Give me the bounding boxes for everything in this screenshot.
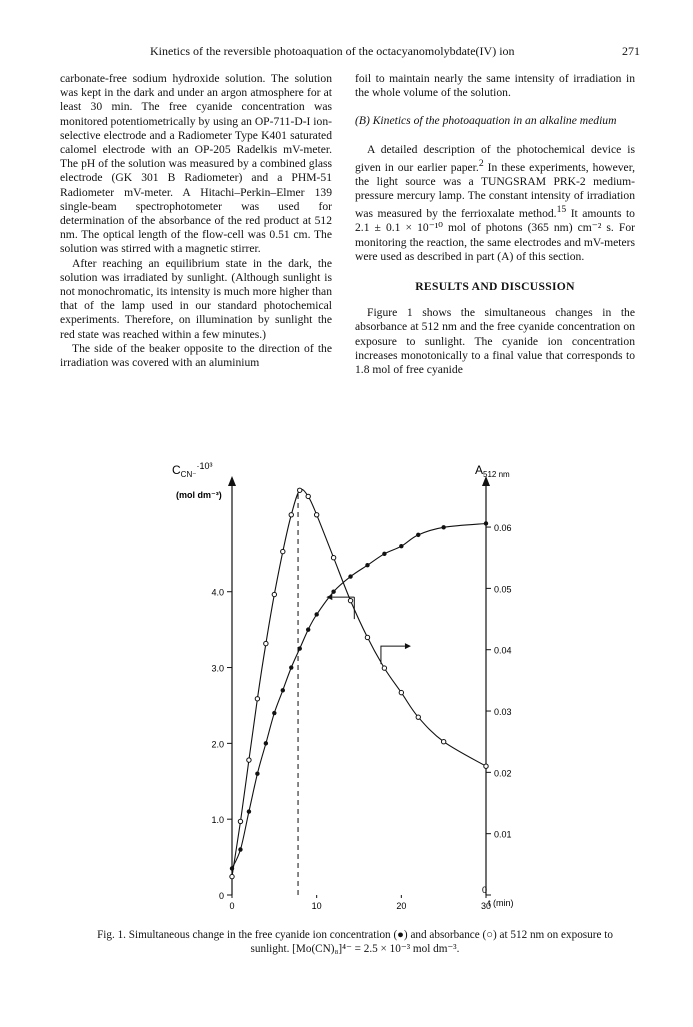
running-head-title: Kinetics of the reversible photoaquation of the octacyanomolybdate(IV) ion xyxy=(150,44,515,58)
absorbance-data-point xyxy=(289,513,293,517)
cyanide-data-point xyxy=(365,563,369,567)
absorbance-data-point xyxy=(365,635,369,639)
cyanide-data-point xyxy=(272,711,276,715)
citation-ref-15: 15 xyxy=(556,204,567,216)
right-paragraph-1: foil to maintain nearly the same intensity of irradiation in the whole volume of the solution. xyxy=(355,72,635,100)
absorbance-data-point xyxy=(441,739,445,743)
left-axis-label: $C_{CN^-}^{\cdot 10^3}$ xyxy=(172,461,213,479)
cyanide-data-point xyxy=(331,590,335,594)
absorbance-data-point xyxy=(306,494,310,498)
absorbance-data-point xyxy=(382,666,386,670)
left-y-tick-label: 2.0 xyxy=(211,739,224,750)
curves xyxy=(232,489,486,876)
cyanide-data-point xyxy=(416,533,420,537)
cyanide-data-point xyxy=(264,741,268,745)
right-y-tick-label: 0.05 xyxy=(494,584,512,595)
cyanide-data-point xyxy=(281,688,285,692)
citation-ref-2: 2 xyxy=(478,157,484,169)
page-number: 271 xyxy=(622,44,640,58)
cyanide-data-point xyxy=(247,809,251,813)
absorbance-data-point xyxy=(298,488,302,492)
right-y-tick-label: 0.01 xyxy=(494,829,512,840)
right-column xyxy=(355,72,635,377)
absorbance-data-point xyxy=(348,598,352,602)
cyanide-data-point xyxy=(255,771,259,775)
absorbance-data-point xyxy=(331,556,335,560)
cyanide-data-point xyxy=(306,627,310,631)
left-axis-arrowhead xyxy=(228,476,236,486)
data-points xyxy=(230,488,488,879)
cyanide-data-point xyxy=(289,665,293,669)
x-tick-label: 20 xyxy=(396,901,407,911)
left-column xyxy=(60,72,332,370)
right-axis-pointer-arrowhead xyxy=(405,643,411,649)
cyanide-data-point xyxy=(382,552,386,556)
right-paragraph-3: Figure 1 shows the simultaneous changes in the absorbance at 512 nm and the free cyanide concentration on exposure to sunlight. The cyanide ion concentration increases monotonically to a final value that corresponds to 1.8 mol of free cyanide xyxy=(355,306,635,376)
absorbance-data-point xyxy=(314,513,318,517)
cyanide-data-point xyxy=(348,574,352,578)
left-paragraph-2: After reaching an equilibrium state in the dark, the solution was irradiated by sunlight. (Although sunlight is not monochromatic, its intensity is much more higher than that of the lamp used in our standard photochemical experiments. Therefore, on illumination by sunlight the red state was reached within a few minutes.) xyxy=(60,256,332,341)
x-tick-label: 10 xyxy=(311,901,322,911)
absorbance-curve xyxy=(232,489,486,876)
x-axis-unit: t (min) xyxy=(488,898,514,908)
absorbance-data-point xyxy=(399,690,403,694)
absorbance-data-point xyxy=(264,641,268,645)
right-y-tick-label: 0 xyxy=(482,885,488,895)
right-y-tick-label: 0.04 xyxy=(494,645,512,656)
cyanide-data-point xyxy=(238,847,242,851)
absorbance-data-point xyxy=(230,874,234,878)
right-axis-pointer-arrow xyxy=(381,646,405,664)
right-y-tick-label: 0.03 xyxy=(494,707,512,718)
right-p2-pre: A detailed description of the photochemical device is given in our earlier paper. xyxy=(355,142,635,174)
left-paragraph-1: carbonate-free sodium hydroxide solution. The solution was kept in the dark and under an argon atmosphere for at least 30 min. The free cyanide concentration was monitored potentiometrically by using an OP-711-D-I ion-selective electrode and a Radiometer Type K401 saturated calomel electrode with an OP-205 Radelkis mV-meter. The pH of the solution was measured by a combined glass electrode (GK 301 B Radiometer) and a PHM-51 Radiometer mV-meter. A Hitachi–Perkin–Elmer 139 single-beam spectrophotometer was used for determination of the absorbance of the red product at 512 nm. The optical length of the flow-cell was 0.51 cm. The solution was stirred with a magnetic stirrer. xyxy=(60,72,332,256)
left-y-tick-label: 3.0 xyxy=(211,663,224,674)
left-y-tick-label: 1.0 xyxy=(211,815,224,826)
left-paragraph-3: The side of the beaker opposite to the direction of the irradiation was covered with an aluminium xyxy=(60,341,332,370)
right-p2-mid: In these experiments, however, the light source was a TUNGSRAM PRK-2 medium-pressure mercury lamp. The constant intensity of irradiation was measured by the ferrioxalate method. xyxy=(355,160,635,221)
running-head xyxy=(60,44,640,60)
right-y-tick-label: 0.06 xyxy=(494,523,512,534)
left-y-tick-label: 0 xyxy=(218,891,224,901)
absorbance-data-point xyxy=(238,819,242,823)
right-paragraph-2 xyxy=(355,143,635,264)
cyanide-data-point xyxy=(484,521,488,525)
cyanide-data-point xyxy=(230,866,234,870)
cyanide-data-point xyxy=(314,612,318,616)
left-y-tick-label: 4.0 xyxy=(211,587,224,598)
right-y-tick-label: 0.02 xyxy=(494,768,512,779)
cyanide-data-point xyxy=(298,646,302,650)
absorbance-data-point xyxy=(272,592,276,596)
results-heading: RESULTS AND DISCUSSION xyxy=(415,279,575,293)
x-tick-label: 0 xyxy=(229,901,235,911)
axes xyxy=(211,476,511,911)
figure-1-chart xyxy=(150,458,570,928)
right-axis-label: $A_{512 nm}$ xyxy=(475,463,510,479)
absorbance-data-point xyxy=(484,764,488,768)
left-axis-unit: (mol dm⁻³) xyxy=(176,490,222,500)
right-p2-post: It amounts to 2.1 ± 0.1 × 10⁻¹⁰ mol of photons (365 nm) cm⁻² s. For monitoring the reaction, the same electrodes and mV-meters were used as described in part (A) of this section. xyxy=(355,207,635,263)
section-heading-b: (B) Kinetics of the photoaquation in an alkaline medium xyxy=(355,114,617,128)
axis-labels xyxy=(172,461,514,908)
x-tick-label: 30 xyxy=(480,901,492,911)
absorbance-data-point xyxy=(416,715,420,719)
figure-1 xyxy=(150,458,570,928)
cyanide-data-point xyxy=(399,544,403,548)
absorbance-data-point xyxy=(255,697,259,701)
absorbance-data-point xyxy=(247,758,251,762)
figure-caption: Fig. 1. Simultaneous change in the free cyanide ion concentration (●) and absorbance (○) at 512 nm on exposure to sunlight. [Mo(CN)₈]⁴⁻ = 2.5 × 10⁻³ mol dm⁻³. xyxy=(97,929,613,955)
cyanide-data-point xyxy=(441,525,445,529)
absorbance-data-point xyxy=(281,549,285,553)
cyanide-curve xyxy=(232,524,486,869)
